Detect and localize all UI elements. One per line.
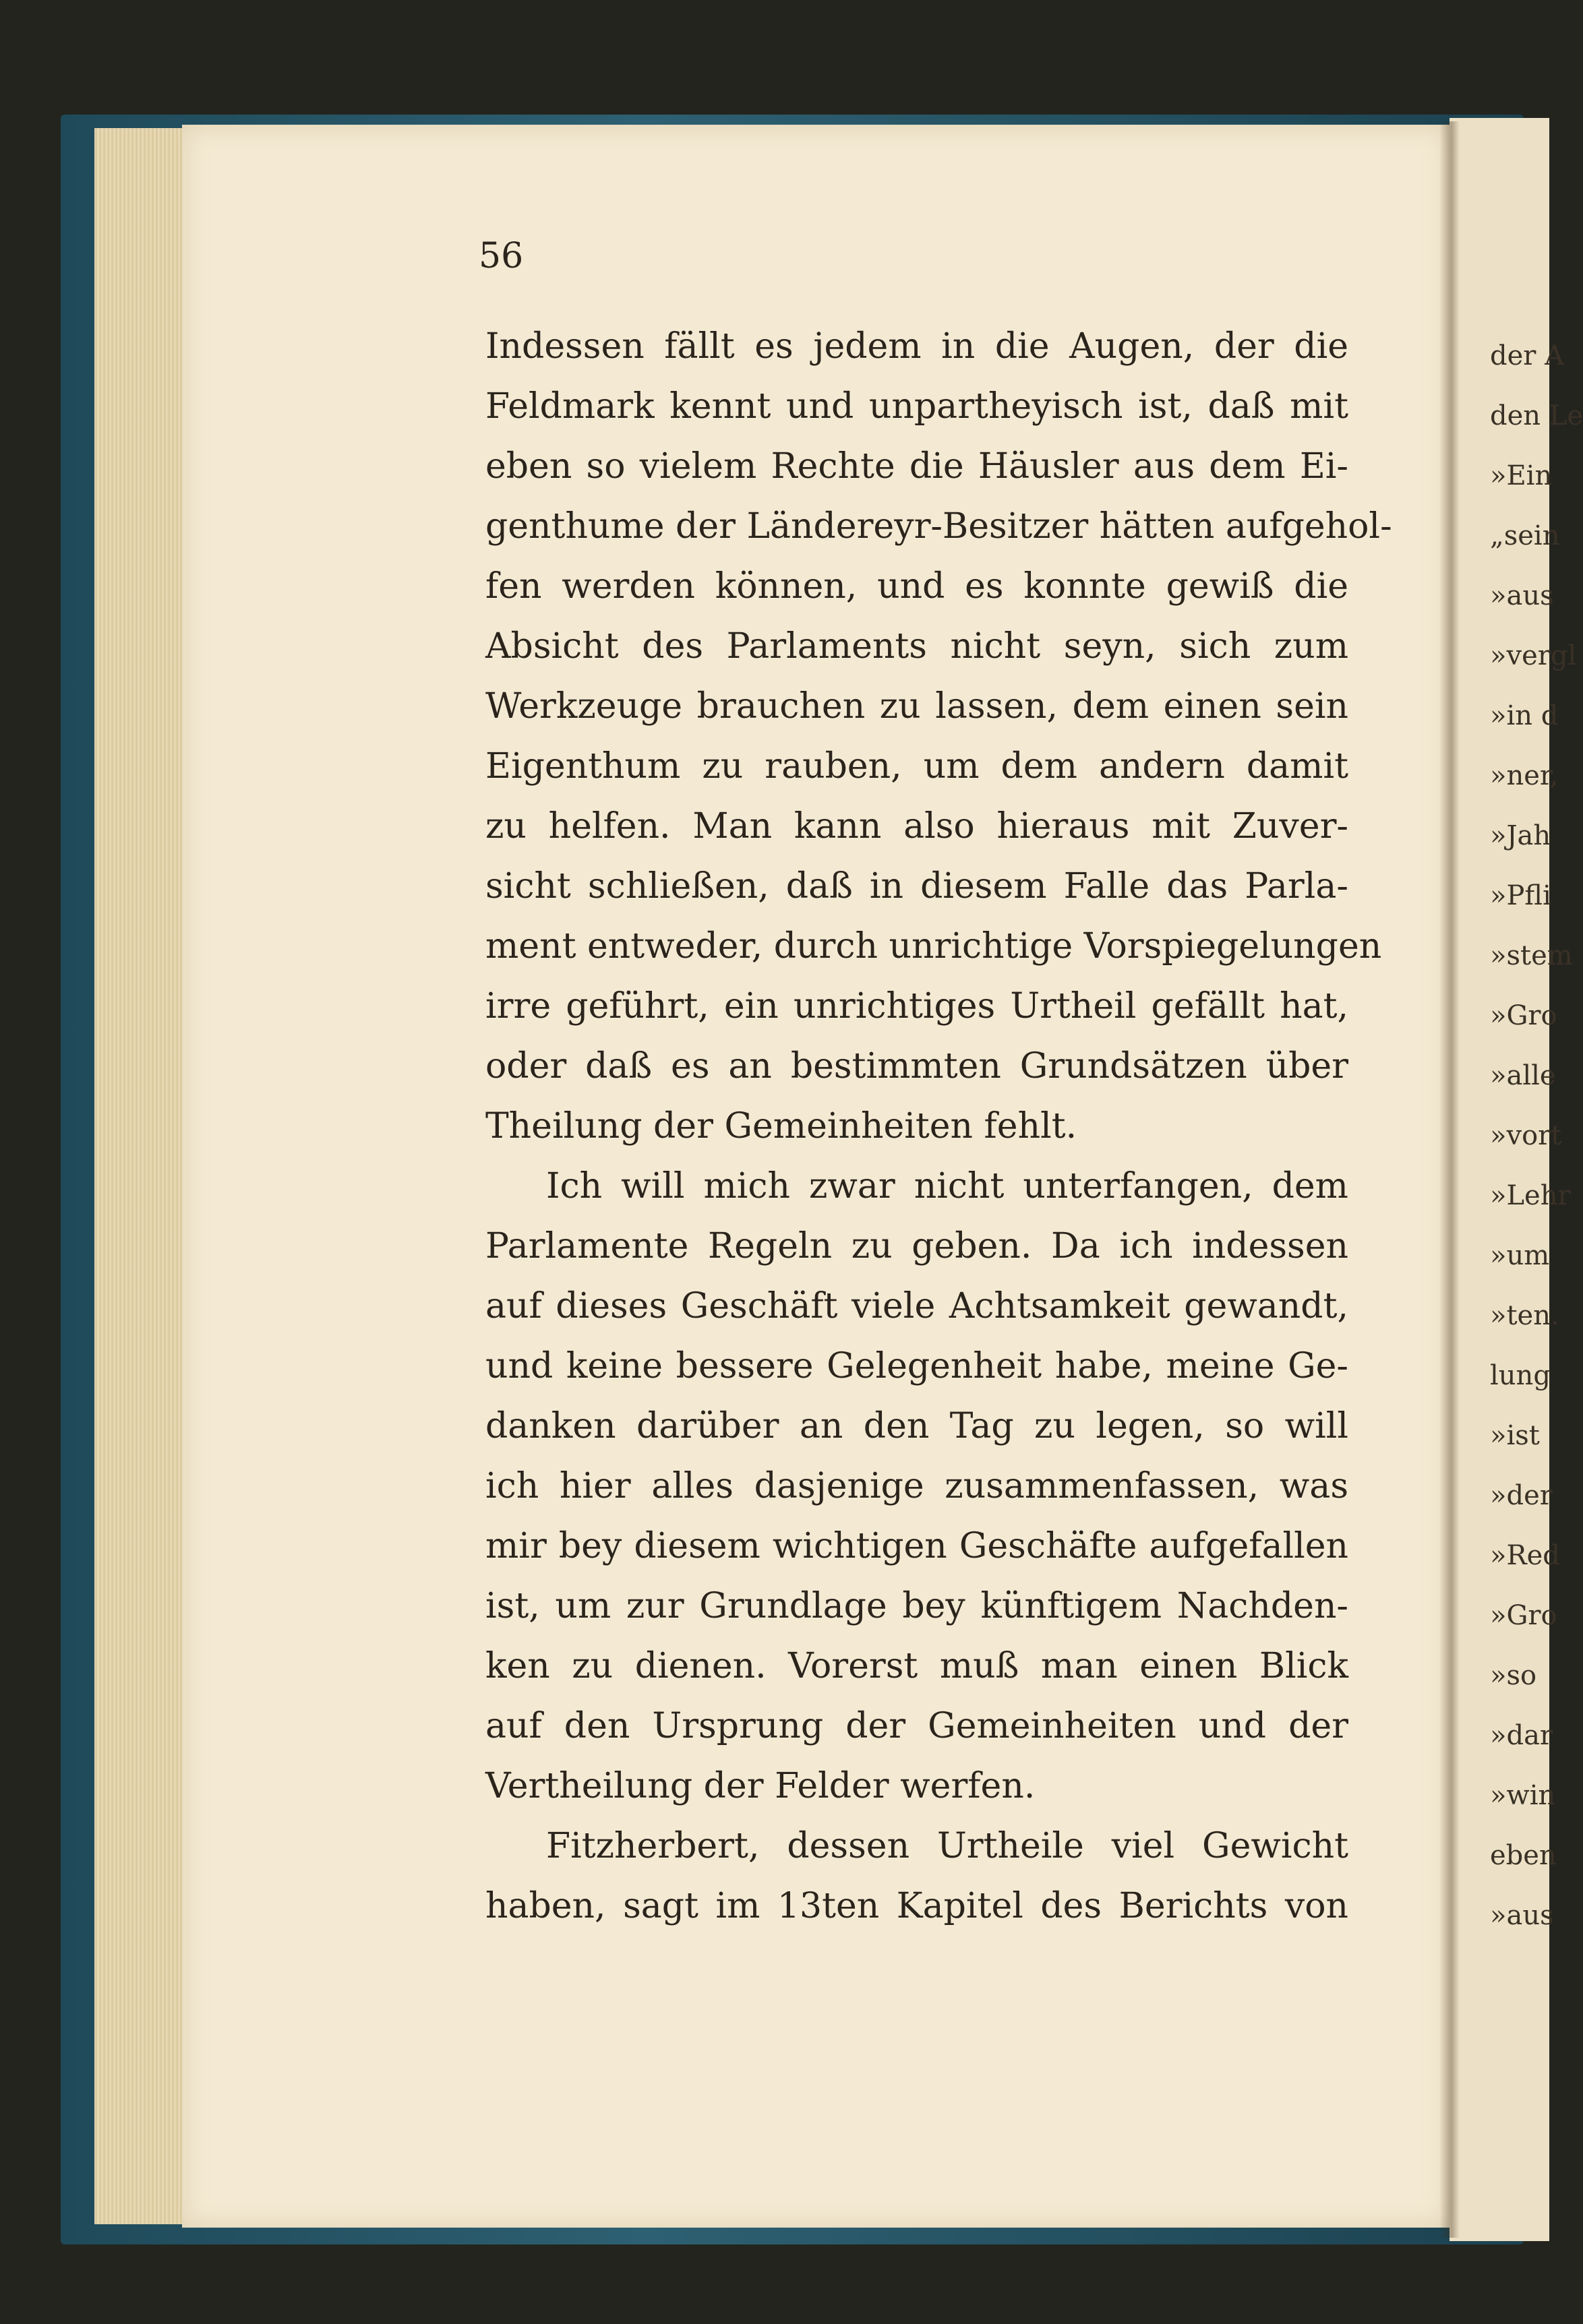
facing-page-line: »Pfli xyxy=(1490,880,1551,911)
text-line: irre geführt, ein unrichtiges Urtheil gefällt hat, xyxy=(485,986,1348,1027)
facing-page-line: der A xyxy=(1490,340,1564,371)
facing-page-line: »vergl xyxy=(1490,640,1577,671)
gutter-shadow xyxy=(1439,121,1460,2238)
facing-page-line: »ner, xyxy=(1490,760,1559,791)
text-line: mir bey diesem wichtigen Geschäfte aufgefallen xyxy=(485,1526,1348,1566)
text-line: danken darüber an den Tag zu legen, so will xyxy=(485,1406,1348,1446)
text-line: ken zu dienen. Vorerst muß man einen Blick xyxy=(485,1646,1348,1686)
facing-page-line: »Gro xyxy=(1490,1600,1557,1631)
text-line: Fitzherbert, dessen Urtheile viel Gewicht xyxy=(546,1826,1348,1866)
text-line: Parlamente Regeln zu geben. Da ich indessen xyxy=(485,1226,1348,1266)
text-line: auf dieses Geschäft viele Achtsamkeit gewandt, xyxy=(485,1286,1348,1326)
facing-page-line: lung xyxy=(1490,1360,1551,1391)
facing-page-line: »dar xyxy=(1490,1720,1553,1751)
text-line: ment entweder, durch unrichtige Vorspiegelungen xyxy=(485,926,1382,967)
text-line: Indessen fällt es jedem in die Augen, der die xyxy=(485,326,1348,367)
text-line: Werkzeuge brauchen zu lassen, dem einen sein xyxy=(485,686,1348,727)
text-line: Feldmark kennt und unpartheyisch ist, daß mit xyxy=(485,386,1348,427)
page-edges xyxy=(94,128,189,2224)
page-number: 56 xyxy=(479,236,524,276)
facing-page-line: »vort xyxy=(1490,1120,1562,1151)
facing-page-line: »der xyxy=(1490,1480,1553,1511)
facing-page-line: »aus xyxy=(1490,1900,1554,1931)
text-line: Ich will mich zwar nicht unterfangen, dem xyxy=(546,1166,1348,1206)
text-line: Vertheilung der Felder werfen. xyxy=(485,1766,1036,1806)
text-line: Theilung der Gemeinheiten fehlt. xyxy=(485,1106,1077,1146)
text-line: Absicht des Parlaments nicht seyn, sich zum xyxy=(485,626,1348,667)
facing-page-line: „sein xyxy=(1490,520,1560,551)
facing-page-line: den Le xyxy=(1490,400,1583,431)
text-line: genthume der Ländereyr-Besitzer hätten aufgehol- xyxy=(485,506,1392,547)
text-line: fen werden können, und es konnte gewiß die xyxy=(485,566,1348,607)
text-line: und keine bessere Gelegenheit habe, meine Ge- xyxy=(485,1346,1348,1386)
text-line: ist, um zur Grundlage bey künftigem Nachden- xyxy=(485,1586,1348,1626)
text-line: Eigenthum zu rauben, um dem andern damit xyxy=(485,746,1348,787)
facing-page-line: »um xyxy=(1490,1240,1550,1271)
facing-page-line: »so xyxy=(1490,1660,1537,1691)
facing-page-line: »ten. xyxy=(1490,1300,1559,1331)
facing-page-line: »aus xyxy=(1490,580,1554,611)
facing-page-line: »Jah xyxy=(1490,820,1551,851)
text-line: zu helfen. Man kann also hieraus mit Zuver- xyxy=(485,806,1348,847)
facing-page-line: »Red xyxy=(1490,1540,1560,1571)
text-line: auf den Ursprung der Gemeinheiten und der xyxy=(485,1706,1348,1746)
body-text xyxy=(485,317,1392,1936)
facing-page-line: eben xyxy=(1490,1840,1557,1871)
text-line: haben, sagt im 13ten Kapitel des Berichts von xyxy=(485,1886,1348,1926)
facing-page-line: »Ein xyxy=(1490,460,1553,491)
text-line: ich hier alles dasjenige zusammenfassen, was xyxy=(485,1466,1348,1506)
facing-page-line: »alle xyxy=(1490,1060,1556,1091)
facing-page-line: »Gro xyxy=(1490,1000,1557,1031)
facing-page-line: »in d xyxy=(1490,700,1559,731)
facing-page-line: »stem xyxy=(1490,940,1573,971)
facing-page-line: »Lehr xyxy=(1490,1180,1571,1211)
text-line: sicht schließen, daß in diesem Falle das Parla- xyxy=(485,866,1348,907)
facing-page xyxy=(1450,118,1583,2241)
facing-page-line: »win xyxy=(1490,1780,1556,1811)
text-line: oder daß es an bestimmten Grundsätzen über xyxy=(485,1046,1348,1087)
text-line: eben so vielem Rechte die Häusler aus dem Ei- xyxy=(485,446,1348,487)
facing-page-line: »ist xyxy=(1490,1420,1540,1451)
